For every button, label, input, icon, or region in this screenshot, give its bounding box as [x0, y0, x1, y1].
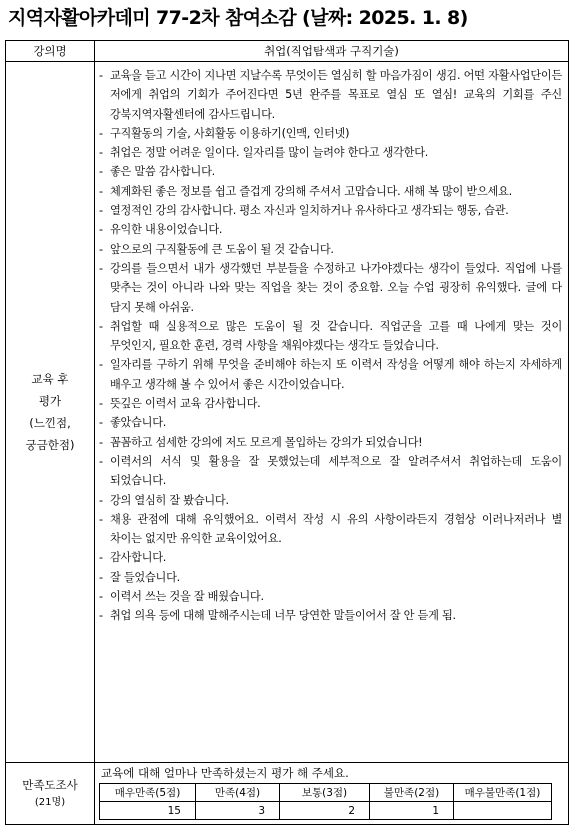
bullet-dash: - [99, 319, 103, 333]
evaluation-label-line: 교육 후 [31, 372, 69, 386]
comment-item [99, 568, 562, 587]
comment-item [99, 220, 562, 239]
comment-text: 뜻깊은 이력서 교육 감사합니다. [110, 397, 261, 411]
comment-text: 일자리를 구하기 위해 무엇을 준비해야 하는지 또 이력서 작성을 어떻게 해야 하는지 자세하게 배우고 생각해 볼 수 있어서 좋은 시간이었습니다. [110, 358, 562, 391]
survey-content [95, 763, 569, 825]
bullet-dash: - [99, 493, 103, 507]
comment-item [99, 394, 562, 413]
comment-text: 취업할 때 실용적으로 많은 도움이 될 것 같습니다. 직업군을 고를 때 나에게 맞는 것이 무엇인지, 필요한 훈련, 경력 사항을 채워야겠다는 생각도 들었습니다. [110, 319, 562, 353]
survey-col-header: 매우만족(5점) [100, 784, 196, 802]
page-title: 지역자활아카데미 77-2차 참여소감 (날짜: 2025. 1. 8) [8, 7, 468, 29]
comment-item [99, 182, 562, 201]
evaluation-label-line: 궁금한점) [25, 438, 75, 452]
survey-col-header: 만족(4점) [196, 784, 280, 802]
bullet-dash: - [99, 570, 103, 584]
survey-col-header: 불만족(2점) [370, 784, 454, 802]
survey-value: 15 [100, 802, 196, 820]
comment-item [99, 587, 562, 606]
comment-text: 잘 들었습니다. [110, 570, 180, 584]
bullet-dash: - [99, 551, 103, 565]
comment-item [99, 452, 562, 491]
evaluation-label-line: (느낀점, [29, 416, 71, 430]
comment-item [99, 433, 562, 452]
bullet-dash: - [99, 223, 103, 237]
comment-text: 꼼꼼하고 섬세한 강의에 저도 모르게 몰입하는 강의가 되었습니다! [110, 435, 423, 449]
comment-text: 열정적인 강의 감사합니다. 평소 자신과 일치하거나 유사하다고 생각되는 행동, 습관. [110, 204, 509, 218]
bullet-dash: - [99, 397, 103, 411]
survey-value-row [100, 802, 552, 820]
bullet-dash: - [99, 416, 103, 430]
comment-item [99, 548, 562, 567]
survey-row [6, 763, 569, 825]
comment-text: 채용 관점에 대해 유익했어요. 이력서 작성 시 유의 사항이라든지 경험상 이러나저러나 별 차이는 없지만 유익한 교육이었어요. [110, 512, 562, 546]
comment-text: 취업 의욕 등에 대해 말해주시는데 너무 당연한 말들이어서 잘 안 듣게 됨. [110, 609, 456, 623]
bullet-dash: - [99, 435, 103, 449]
survey-value [454, 802, 552, 820]
bullet-dash: - [99, 204, 103, 218]
lecture-name-label: 강의명 [6, 41, 95, 62]
bullet-dash: - [99, 126, 103, 140]
header-row [6, 41, 569, 62]
survey-table [99, 783, 552, 820]
comment-item [99, 162, 562, 181]
survey-header-row [100, 784, 552, 802]
evaluation-label-line: 평가 [38, 394, 62, 408]
comment-text: 구직활동의 기술, 사회활동 이용하기(인맥, 인터넷) [110, 126, 350, 140]
bullet-dash: - [99, 609, 103, 623]
lecture-name-value: 취업(직업탐색과 구직기술) [95, 41, 569, 62]
comment-text: 감사합니다. [110, 551, 167, 565]
bullet-dash: - [99, 358, 103, 372]
survey-question: 교육에 대해 얼마나 만족하셨는지 평가 해 주세요. [101, 766, 349, 780]
comment-item [99, 491, 562, 510]
comment-text: 이력서 쓰는 것을 잘 배웠습니다. [110, 590, 264, 604]
bullet-dash: - [99, 146, 103, 160]
comment-text: 유익한 내용이었습니다. [110, 223, 223, 237]
comment-text: 교육을 듣고 시간이 지나면 지날수록 무엇이든 열심히 할 마음가짐이 생김. 어떤 자활사업단이든 저에게 취업의 기회가 주어진다면 5년 완주를 목표로 열심 또 열심! 교육의 기회를 주신 강북지역자활센터에 감사드립니다. [110, 69, 562, 121]
survey-count: (21명) [34, 796, 66, 808]
evaluation-content [95, 62, 569, 763]
bullet-dash: - [99, 590, 103, 604]
comment-item [99, 510, 562, 549]
comment-item [99, 606, 562, 625]
comment-item [99, 66, 562, 124]
bullet-dash: - [99, 69, 103, 82]
survey-col-header: 매우불만족(1점) [454, 784, 552, 802]
bullet-dash: - [99, 512, 103, 526]
comment-text: 이력서의 서식 및 활용을 잘 못했었는데 세부적으로 잘 알려주셔서 취업하는데 도움이 되었습니다. [110, 454, 562, 488]
comment-item [99, 143, 562, 162]
bullet-dash: - [99, 261, 103, 275]
comment-item [99, 413, 562, 432]
comment-item [99, 124, 562, 143]
comment-list [99, 66, 562, 626]
survey-label: 만족도조사 [22, 777, 78, 792]
survey-value: 1 [370, 802, 454, 820]
evaluation-label [6, 62, 95, 763]
comment-text: 취업은 정말 어려운 일이다. 일자리를 많이 늘려야 한다고 생각한다. [110, 146, 429, 160]
comment-text: 강의 열심히 잘 봤습니다. [110, 493, 229, 507]
evaluation-row [6, 62, 569, 763]
comment-item [99, 355, 562, 394]
comment-text: 좋은 말씀 감사합니다. [110, 165, 215, 179]
survey-value: 2 [280, 802, 370, 820]
survey-label-cell [6, 763, 95, 825]
comment-text: 강의를 들으면서 내가 생각했던 부분들을 수정하고 나가야겠다는 생각이 들었다. 직업에 나를 맞추는 것이 아니라 나와 맞는 직업을 찾는 것이 중요함. 오늘 수업 굉장히 유익했다. 글에 다 담지 못해 아쉬움. [110, 261, 562, 314]
comment-item [99, 240, 562, 259]
comment-text: 좋았습니다. [110, 416, 167, 430]
bullet-dash: - [99, 454, 103, 468]
survey-value: 3 [196, 802, 280, 820]
survey-col-header: 보통(3점) [280, 784, 370, 802]
evaluation-table [5, 40, 569, 825]
comment-item [99, 317, 562, 356]
comment-text: 앞으로의 구직활동에 큰 도움이 될 것 같습니다. [110, 242, 334, 256]
comment-item [99, 201, 562, 220]
comment-item [99, 259, 562, 317]
bullet-dash: - [99, 165, 103, 179]
bullet-dash: - [99, 242, 103, 256]
comment-text: 체계화된 좋은 정보를 쉽고 즐겁게 강의해 주셔서 고맙습니다. 새해 복 많이 받으세요. [110, 184, 512, 198]
bullet-dash: - [99, 184, 103, 198]
